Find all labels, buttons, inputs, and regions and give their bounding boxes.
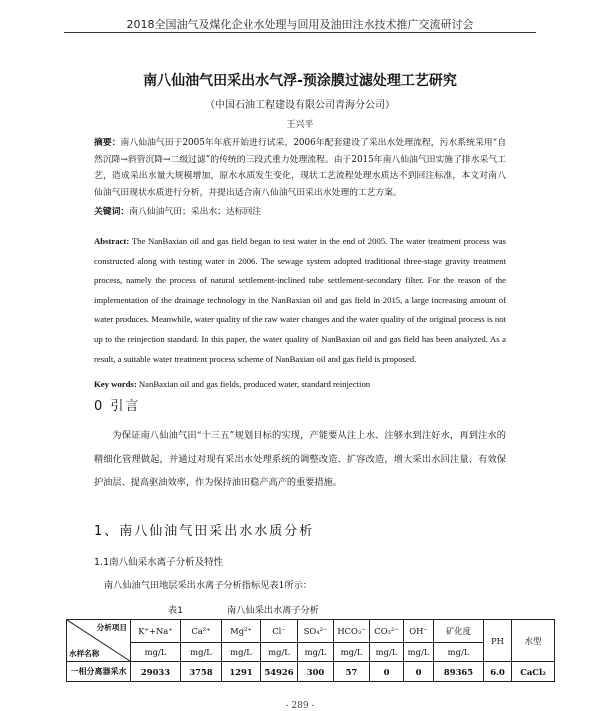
header-cell: PH (484, 620, 512, 662)
header-cell: Ca²⁺ (181, 620, 222, 643)
value-cell: 0 (404, 662, 434, 682)
english-abstract-text: The NanBaxian oil and gas field began to test water in the end of 2005. The water treatment process was constructed along with testing water in 2006. The sewage system adopted traditional three-stage gravity treatment process, namely the process of natural settlement-inclined tube settlement-secondary filter. For the reason of the implementation of the drainage technology in the NanBaxian oil and gas field in 2015, a large increasing amount of water produces. Meanwhile, water quality of the raw water changes and the water quality of the original process is not up to the reinjection standard. In this paper, the water quality of NanBaxian oil and gas field has been analyzed. As a result, a suitable water treatment process scheme of NanBaxian oil and gas field is proposed. (94, 236, 506, 364)
chinese-keywords (94, 204, 506, 221)
unit-cell: mg/L (434, 643, 484, 662)
value-cell: 57 (334, 662, 370, 682)
chinese-keywords-text: 南八仙油气田；采出水；达标回注 (129, 207, 262, 217)
corner-top-label: 分析项目 (96, 623, 127, 632)
value-cell: 3758 (181, 662, 222, 682)
unit-cell: mg/L (261, 643, 298, 662)
header-cell: 矿化度 (434, 620, 484, 643)
value-cell: 1291 (222, 662, 261, 682)
affiliation: （中国石油工程建设有限公司青海分公司） (205, 100, 395, 111)
ion-analysis-table (66, 619, 555, 682)
header-cell: OH⁻ (404, 620, 434, 643)
english-abstract (94, 232, 506, 369)
chinese-abstract-label: 摘要： (94, 138, 121, 148)
unit-cell: mg/L (370, 643, 404, 662)
header-cell: K⁺+Na⁺ (131, 620, 181, 643)
value-cell: CaCl₂ (512, 662, 555, 682)
subsection-1-1-heading: 1.1南八仙采水离子分析及特性 (94, 557, 224, 568)
english-keywords-text: NanBaxian oil and gas fields, produced water, standard reinjection (138, 379, 371, 389)
unit-cell: mg/L (131, 643, 181, 662)
value-cell: 6.0 (484, 662, 512, 682)
table-row (67, 662, 555, 682)
header-cell: CO₃²⁻ (370, 620, 404, 643)
unit-cell: mg/L (298, 643, 334, 662)
chinese-keywords-label: 关键词： (94, 207, 130, 217)
table-caption-number: 表1 (168, 605, 184, 616)
english-keywords-label: Key words: (94, 379, 137, 389)
header-cell: SO₄²⁻ (298, 620, 334, 643)
sample-name-cell: 一相分离器采水 (67, 662, 131, 682)
value-cell: 300 (298, 662, 334, 682)
table-corner-cell (67, 620, 131, 662)
header-cell: Mg²⁺ (222, 620, 261, 643)
chinese-abstract-text: 南八仙油气田于2005年年底开始进行试采，2006年配套建设了采出水处理流程，污水系统采用“自然沉降→斜管沉降→二级过滤”的传统的三段式重力处理流程。由于2015年南八仙油气田实施了排水采气工艺，造成采出水量大规模增加，原水水质发生变化，现状工艺流程处理水质达不到回注标准，本文对南八仙油气田现状水质进行分析，并提出适合南八仙油气田采出水处理的工艺方案。 (94, 138, 506, 198)
corner-bottom-label: 水样名称 (69, 649, 100, 658)
table-caption-name: 南八仙采出水离子分析 (227, 605, 319, 616)
value-cell: 54926 (261, 662, 298, 682)
unit-cell: mg/L (181, 643, 222, 662)
english-keywords (94, 376, 506, 393)
unit-cell: mg/L (334, 643, 370, 662)
section-1-heading: 1、南八仙油气田采出水水质分析 (94, 524, 315, 539)
table-caption (168, 602, 319, 616)
value-cell: 89365 (434, 662, 484, 682)
value-cell: 0 (370, 662, 404, 682)
chinese-abstract (94, 135, 506, 201)
table-intro-text: 南八仙油气田地层采出水离子分析指标见表1所示： (104, 580, 312, 591)
author: 王兴平 (286, 120, 314, 130)
header-cell: Cl⁻ (261, 620, 298, 643)
value-cell: 29033 (131, 662, 181, 682)
header-cell: HCO₃⁻ (334, 620, 370, 643)
english-abstract-label: Abstract: (94, 236, 130, 246)
header-rule (64, 32, 536, 33)
unit-cell: mg/L (222, 643, 261, 662)
running-head: 2018全国油气及煤化企业水处理与回用及油田注水技术推广交流研讨会 (126, 18, 474, 31)
unit-cell: mg/L (404, 643, 434, 662)
section-0-heading: 0 引言 (94, 399, 141, 414)
paper-title: 南八仙油气田采出水气浮-预涂膜过滤处理工艺研究 (143, 73, 457, 89)
page-number: - 289 - (285, 701, 315, 711)
header-cell: 水型 (512, 620, 555, 662)
section-0-text: 为保证南八仙油气田“十三五”规划目标的实现，产能要从注上水、注够水到注好水，再到注水的精细化管理做起，并通过对现有采出水处理系统的调整改造、扩容改造，增大采出水回注量、有效保护油层、提高驱油效率，作为保持油田稳产高产的重要措施。 (94, 430, 506, 488)
